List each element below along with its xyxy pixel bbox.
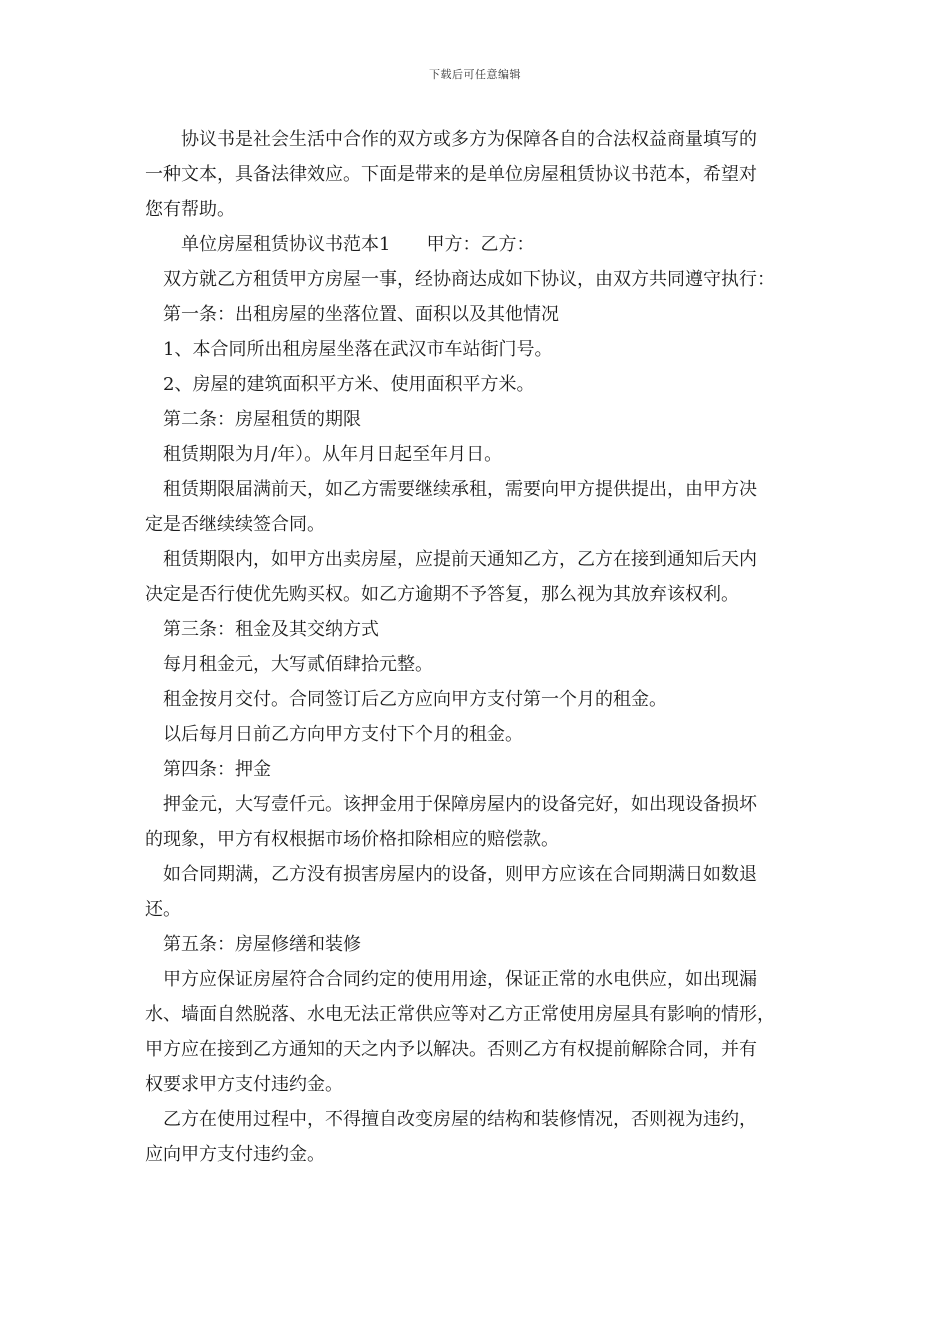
paragraph-line: 定是否继续续签合同。 xyxy=(145,514,325,535)
paragraph-line: 第二条：房屋租赁的期限 xyxy=(163,409,361,430)
paragraph-line: 1、本合同所出租房屋坐落在武汉市车站街门号。 xyxy=(163,339,553,360)
paragraph-line: 的现象，甲方有权根据市场价格扣除相应的赔偿款。 xyxy=(145,829,559,850)
paragraph-line: 您有帮助。 xyxy=(145,199,235,220)
header-note: 下载后可任意编辑 xyxy=(429,68,521,81)
paragraph-line: 权要求甲方支付违约金。 xyxy=(145,1074,343,1095)
paragraph-line: 水、墙面自然脱落、水电无法正常供应等对乙方正常使用房屋具有影响的情形， xyxy=(145,1004,775,1025)
paragraph-line: 以后每月日前乙方向甲方支付下个月的租金。 xyxy=(163,724,523,745)
paragraph-line: 还。 xyxy=(145,899,181,920)
paragraph-line: 第四条：押金 xyxy=(163,759,271,780)
paragraph-line: 第三条：租金及其交纳方式 xyxy=(163,619,379,640)
paragraph-line: 决定是否行使优先购买权。如乙方逾期不予答复，那么视为其放弃该权利。 xyxy=(145,584,739,605)
paragraph-line: 第一条：出租房屋的坐落位置、面积以及其他情况 xyxy=(163,304,559,325)
paragraph-line: 一种文本，具备法律效应。下面是带来的是单位房屋租赁协议书范本，希望对 xyxy=(145,164,757,185)
document-body xyxy=(145,122,810,1172)
paragraph-line: 租金按月交付。合同签订后乙方应向甲方支付第一个月的租金。 xyxy=(163,689,667,710)
paragraph-line: 租赁期限为月/年）。从年月日起至年月日。 xyxy=(163,444,503,465)
paragraph-line: 双方就乙方租赁甲方房屋一事，经协商达成如下协议，由双方共同遵守执行： xyxy=(163,269,775,290)
paragraph-line: 甲方应保证房屋符合合同约定的使用用途，保证正常的水电供应，如出现漏 xyxy=(163,969,757,990)
paragraph-line: 应向甲方支付违约金。 xyxy=(145,1144,325,1165)
paragraph-line: 协议书是社会生活中合作的双方或多方为保障各自的合法权益商量填写的 xyxy=(181,129,757,150)
paragraph-line: 租赁期限内，如甲方出卖房屋，应提前天通知乙方，乙方在接到通知后天内 xyxy=(163,549,757,570)
paragraph-line: 如合同期满，乙方没有损害房屋内的设备，则甲方应该在合同期满日如数退 xyxy=(163,864,757,885)
paragraph-line: 押金元，大写壹仟元。该押金用于保障房屋内的设备完好，如出现设备损坏 xyxy=(163,794,757,815)
paragraph-line: 单位房屋租赁协议书范本1 甲方：乙方： xyxy=(181,234,535,255)
paragraph-line: 第五条：房屋修缮和装修 xyxy=(163,934,361,955)
paragraph-line: 租赁期限届满前天，如乙方需要继续承租，需要向甲方提供提出，由甲方决 xyxy=(163,479,757,500)
paragraph-line: 甲方应在接到乙方通知的天之内予以解决。否则乙方有权提前解除合同，并有 xyxy=(145,1039,757,1060)
paragraph-line: 2、房屋的建筑面积平方米、使用面积平方米。 xyxy=(163,374,535,395)
paragraph-line: 乙方在使用过程中，不得擅自改变房屋的结构和装修情况，否则视为违约， xyxy=(163,1109,757,1130)
paragraph-line: 每月租金元，大写贰佰肆拾元整。 xyxy=(163,654,433,675)
